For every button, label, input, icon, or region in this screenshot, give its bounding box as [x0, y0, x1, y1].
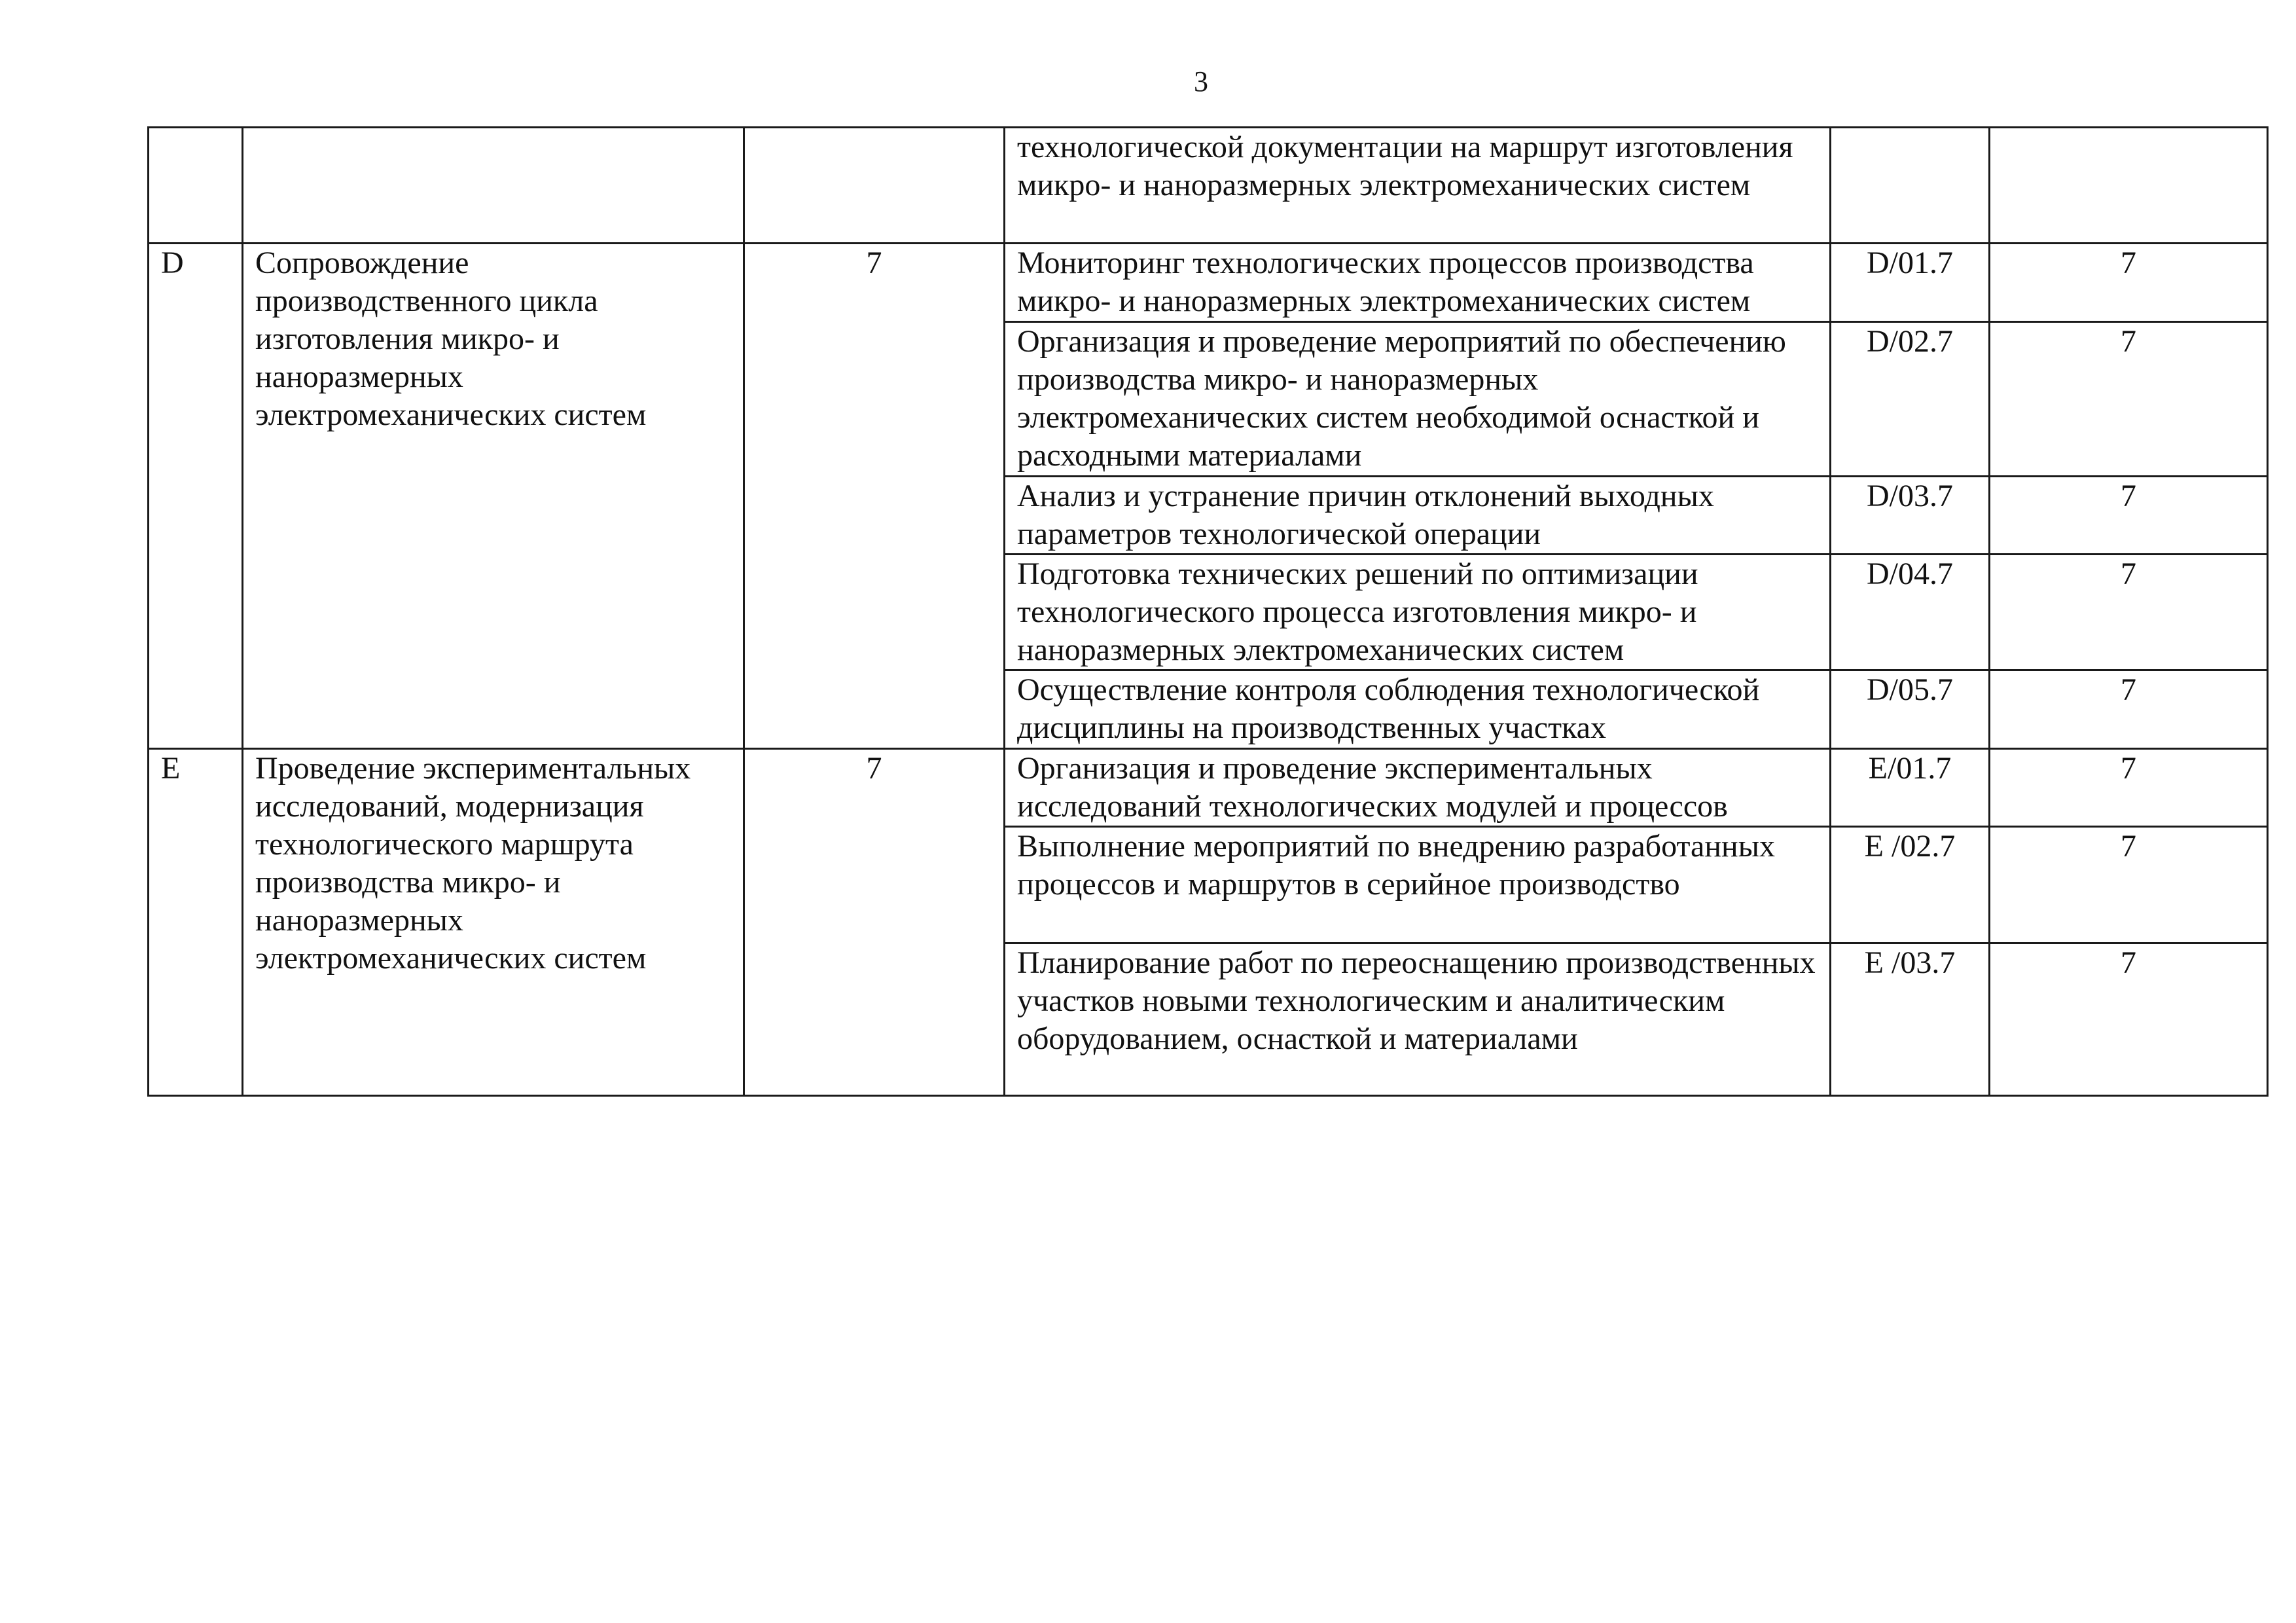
cell-function-level: 7 — [1990, 943, 2268, 1096]
functions-table — [147, 126, 2269, 1097]
cell-function-level: 7 — [1990, 477, 2268, 555]
cell-function-name: Мониторинг технологических процессов производства микро- и наноразмерных электромеханических систем — [1005, 244, 1831, 322]
cell-function-code: D/04.7 — [1831, 555, 1990, 670]
cell-function-name: технологической документации на маршрут изготовления микро- и наноразмерных электромеханических систем — [1005, 128, 1831, 244]
cell-function-code — [1831, 128, 1990, 244]
cell-function-code: E/01.7 — [1831, 749, 1990, 827]
table-row-continuation — [149, 128, 2268, 244]
cell-code — [149, 128, 243, 244]
cell-level — [744, 128, 1005, 244]
cell-function-name: Осуществление контроля соблюдения технологической дисциплины на производственных участках — [1005, 670, 1831, 749]
cell-function-level: 7 — [1990, 670, 2268, 749]
cell-function-level: 7 — [1990, 827, 2268, 943]
cell-function-level: 7 — [1990, 555, 2268, 670]
table-row — [149, 749, 2268, 827]
cell-general-function: Проведение экспериментальных исследований, модернизация технологического маршрута производства микро- и наноразмерных электромеханических систем — [243, 749, 744, 1096]
table-row — [149, 244, 2268, 322]
cell-function-code: D/03.7 — [1831, 477, 1990, 555]
cell-function-code: D/02.7 — [1831, 322, 1990, 477]
cell-function-code: D/01.7 — [1831, 244, 1990, 322]
cell-function-name: Выполнение мероприятий по внедрению разработанных процессов и маршрутов в серийное производство — [1005, 827, 1831, 943]
cell-function-code: E /02.7 — [1831, 827, 1990, 943]
page-number: 3 — [1194, 65, 1208, 98]
cell-function-level — [1990, 128, 2268, 244]
cell-function-name: Анализ и устранение причин отклонений выходных параметров технологической операции — [1005, 477, 1831, 555]
cell-function-name: Организация и проведение мероприятий по обеспечению производства микро- и наноразмерных электромеханических систем необходимой оснасткой и расходными материалами — [1005, 322, 1831, 477]
cell-function-level: 7 — [1990, 322, 2268, 477]
cell-function-name: Подготовка технических решений по оптимизации технологического процесса изготовления микро- и наноразмерных электромеханических систем — [1005, 555, 1831, 670]
cell-function-code: E /03.7 — [1831, 943, 1990, 1096]
cell-general-function: Сопровождение производственного цикла изготовления микро- и наноразмерных электромеханических систем — [243, 244, 744, 749]
cell-function-code: D/05.7 — [1831, 670, 1990, 749]
cell-general-function — [243, 128, 744, 244]
cell-function-level: 7 — [1990, 244, 2268, 322]
cell-level: 7 — [744, 244, 1005, 749]
cell-function-name: Организация и проведение экспериментальных исследований технологических модулей и процессов — [1005, 749, 1831, 827]
cell-function-level: 7 — [1990, 749, 2268, 827]
cell-level: 7 — [744, 749, 1005, 1096]
cell-code: D — [149, 244, 243, 749]
cell-code: E — [149, 749, 243, 1096]
cell-function-name: Планирование работ по переоснащению производственных участков новыми технологическим и аналитическим оборудованием, оснасткой и материалами — [1005, 943, 1831, 1096]
